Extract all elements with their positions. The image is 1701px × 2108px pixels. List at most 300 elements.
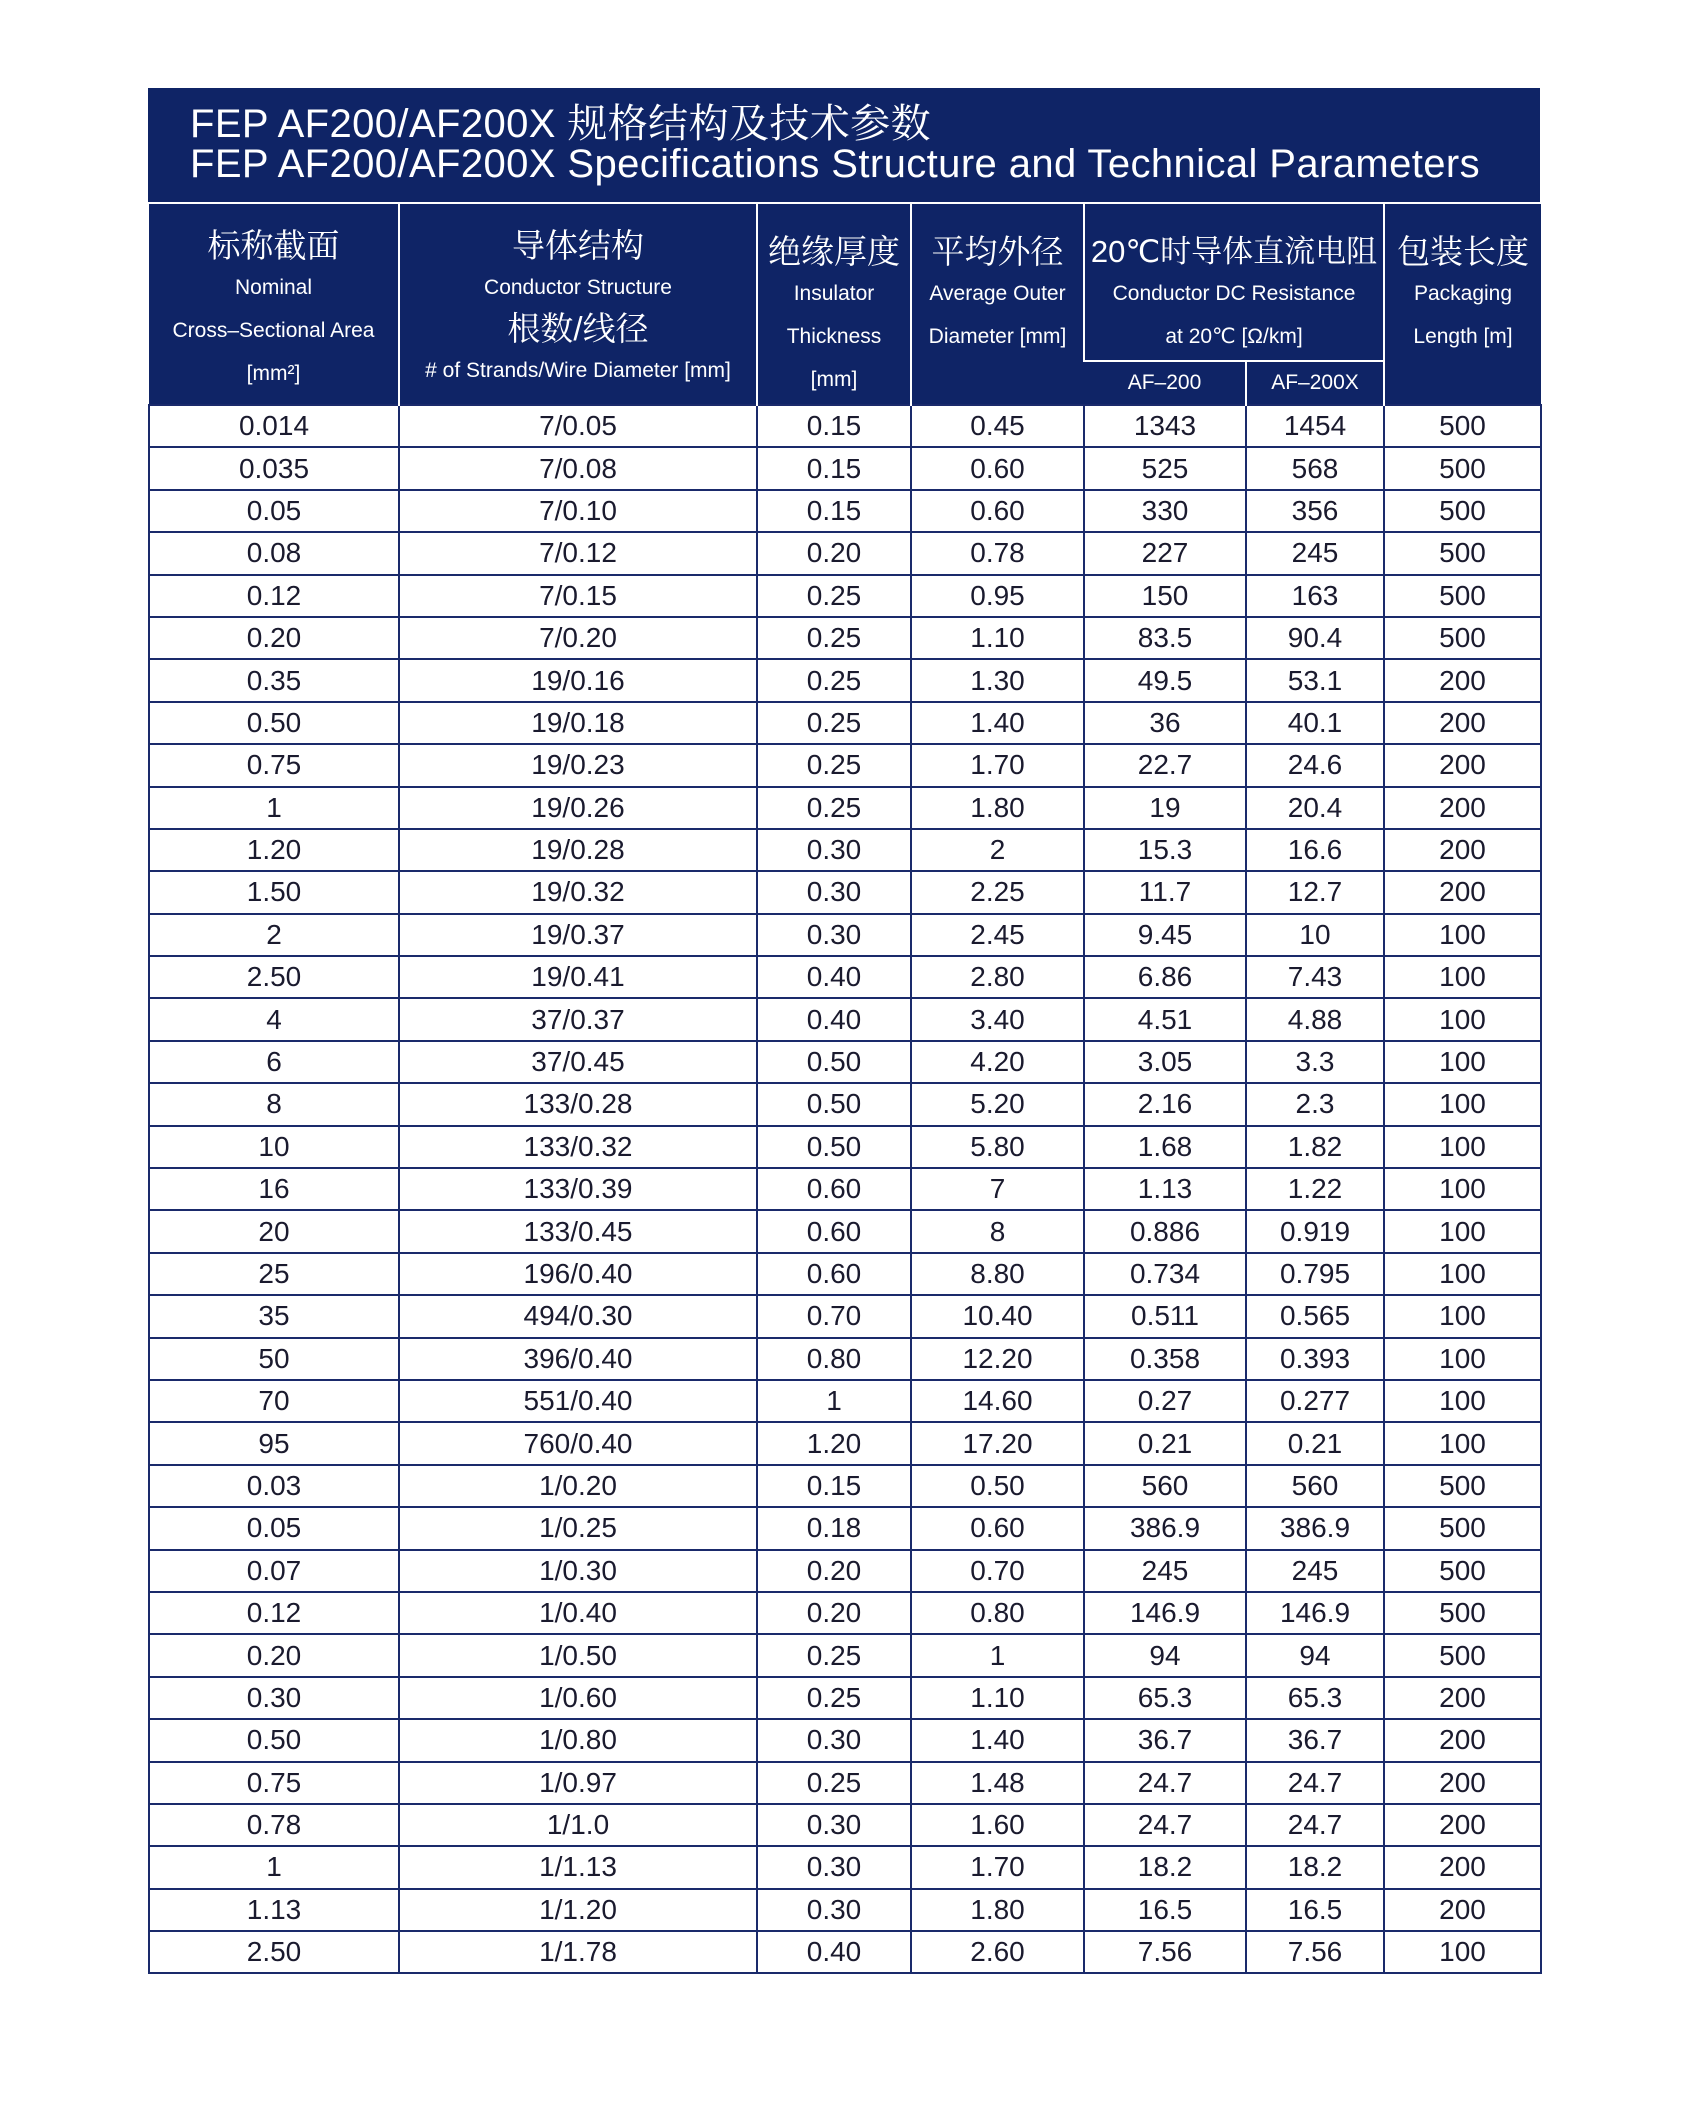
cell-insulation: 0.15 bbox=[757, 1465, 911, 1507]
cell-res-af200x: 18.2 bbox=[1246, 1846, 1384, 1888]
cell-area: 20 bbox=[149, 1210, 399, 1252]
cell-conductor: 1/0.97 bbox=[399, 1762, 757, 1804]
cell-res-af200: 0.21 bbox=[1084, 1422, 1246, 1464]
cell-insulation: 0.25 bbox=[757, 617, 911, 659]
cell-res-af200: 0.734 bbox=[1084, 1253, 1246, 1295]
cell-diameter: 1.60 bbox=[911, 1804, 1084, 1846]
cell-diameter: 1.40 bbox=[911, 1719, 1084, 1761]
cell-insulation: 0.30 bbox=[757, 914, 911, 956]
cell-area: 0.05 bbox=[149, 490, 399, 532]
table-row bbox=[149, 447, 1541, 489]
cell-insulation: 0.30 bbox=[757, 1889, 911, 1931]
cell-conductor: 551/0.40 bbox=[399, 1380, 757, 1422]
cell-diameter: 2.25 bbox=[911, 871, 1084, 913]
cell-diameter: 3.40 bbox=[911, 998, 1084, 1040]
cell-res-af200x: 40.1 bbox=[1246, 702, 1384, 744]
cell-res-af200x: 0.919 bbox=[1246, 1210, 1384, 1252]
cell-res-af200: 16.5 bbox=[1084, 1889, 1246, 1931]
cell-res-af200x: 10 bbox=[1246, 914, 1384, 956]
cell-res-af200: 386.9 bbox=[1084, 1507, 1246, 1549]
cell-insulation: 0.40 bbox=[757, 956, 911, 998]
cell-area: 2.50 bbox=[149, 1931, 399, 1973]
header-conductor-en3: # of Strands/Wire Diameter [mm] bbox=[425, 359, 731, 382]
table-row bbox=[149, 1253, 1541, 1295]
cell-insulation: 0.80 bbox=[757, 1338, 911, 1380]
cell-insulation: 0.15 bbox=[757, 490, 911, 532]
cell-packaging: 100 bbox=[1384, 914, 1541, 956]
cell-res-af200: 36.7 bbox=[1084, 1719, 1246, 1761]
cell-conductor: 1/1.78 bbox=[399, 1931, 757, 1973]
table-row bbox=[149, 1550, 1541, 1592]
cell-insulation: 0.15 bbox=[757, 447, 911, 489]
header-packaging-en2: Length [m] bbox=[1413, 325, 1513, 348]
cell-packaging: 100 bbox=[1384, 998, 1541, 1040]
cell-insulation: 0.50 bbox=[757, 1041, 911, 1083]
cell-area: 2 bbox=[149, 914, 399, 956]
cell-res-af200: 1343 bbox=[1084, 405, 1246, 447]
cell-res-af200: 227 bbox=[1084, 532, 1246, 574]
cell-conductor: 7/0.15 bbox=[399, 575, 757, 617]
cell-area: 1 bbox=[149, 1846, 399, 1888]
cell-diameter: 1.48 bbox=[911, 1762, 1084, 1804]
cell-conductor: 196/0.40 bbox=[399, 1253, 757, 1295]
cell-res-af200x: 94 bbox=[1246, 1634, 1384, 1676]
cell-res-af200: 19 bbox=[1084, 787, 1246, 829]
cell-res-af200x: 24.7 bbox=[1246, 1762, 1384, 1804]
cell-insulation: 1.20 bbox=[757, 1422, 911, 1464]
cell-diameter: 10.40 bbox=[911, 1295, 1084, 1337]
table-row bbox=[149, 702, 1541, 744]
cell-res-af200x: 386.9 bbox=[1246, 1507, 1384, 1549]
table-row bbox=[149, 998, 1541, 1040]
cell-insulation: 0.60 bbox=[757, 1168, 911, 1210]
cell-packaging: 200 bbox=[1384, 871, 1541, 913]
cell-res-af200x: 53.1 bbox=[1246, 659, 1384, 701]
cell-insulation: 0.30 bbox=[757, 1804, 911, 1846]
cell-res-af200x: 0.795 bbox=[1246, 1253, 1384, 1295]
header-resistance-en1: Conductor DC Resistance bbox=[1112, 282, 1356, 305]
cell-insulation: 0.20 bbox=[757, 1550, 911, 1592]
table-row bbox=[149, 1126, 1541, 1168]
cell-insulation: 0.15 bbox=[757, 405, 911, 447]
cell-area: 4 bbox=[149, 998, 399, 1040]
header-diameter bbox=[911, 203, 1084, 405]
cell-res-af200x: 3.3 bbox=[1246, 1041, 1384, 1083]
cell-packaging: 100 bbox=[1384, 1210, 1541, 1252]
cell-res-af200x: 1.82 bbox=[1246, 1126, 1384, 1168]
header-area-en2: Cross–Sectional Area bbox=[172, 319, 375, 342]
cell-area: 6 bbox=[149, 1041, 399, 1083]
cell-res-af200x: 146.9 bbox=[1246, 1592, 1384, 1634]
cell-area: 0.50 bbox=[149, 702, 399, 744]
cell-packaging: 500 bbox=[1384, 532, 1541, 574]
cell-packaging: 200 bbox=[1384, 1719, 1541, 1761]
cell-res-af200: 83.5 bbox=[1084, 617, 1246, 659]
table-row bbox=[149, 1931, 1541, 1973]
cell-diameter: 2.45 bbox=[911, 914, 1084, 956]
cell-diameter: 0.70 bbox=[911, 1550, 1084, 1592]
cell-diameter: 4.20 bbox=[911, 1041, 1084, 1083]
cell-area: 1 bbox=[149, 787, 399, 829]
header-area-en1: Nominal bbox=[234, 276, 313, 299]
table-row bbox=[149, 1422, 1541, 1464]
table-row bbox=[149, 1465, 1541, 1507]
cell-res-af200: 22.7 bbox=[1084, 744, 1246, 786]
cell-res-af200: 0.27 bbox=[1084, 1380, 1246, 1422]
cell-packaging: 100 bbox=[1384, 1931, 1541, 1973]
cell-conductor: 1/0.40 bbox=[399, 1592, 757, 1634]
cell-res-af200: 24.7 bbox=[1084, 1762, 1246, 1804]
cell-res-af200: 6.86 bbox=[1084, 956, 1246, 998]
header-resistance-cn: 20℃时导体直流电阻 bbox=[1090, 234, 1378, 269]
cell-packaging: 100 bbox=[1384, 956, 1541, 998]
cell-insulation: 0.50 bbox=[757, 1083, 911, 1125]
cell-packaging: 100 bbox=[1384, 1083, 1541, 1125]
title-chinese: FEP AF200/AF200X 规格结构及技术参数 bbox=[190, 102, 931, 146]
header-af200: AF–200 bbox=[1084, 361, 1246, 405]
cell-diameter: 1.80 bbox=[911, 787, 1084, 829]
table-row bbox=[149, 575, 1541, 617]
cell-diameter: 2.60 bbox=[911, 1931, 1084, 1973]
cell-insulation: 0.50 bbox=[757, 1126, 911, 1168]
header-conductor-cn2: 根数/线径 bbox=[507, 310, 649, 347]
cell-area: 0.08 bbox=[149, 532, 399, 574]
cell-packaging: 200 bbox=[1384, 659, 1541, 701]
cell-area: 0.05 bbox=[149, 1507, 399, 1549]
cell-area: 25 bbox=[149, 1253, 399, 1295]
cell-res-af200x: 245 bbox=[1246, 532, 1384, 574]
cell-diameter: 14.60 bbox=[911, 1380, 1084, 1422]
cell-diameter: 17.20 bbox=[911, 1422, 1084, 1464]
cell-insulation: 0.60 bbox=[757, 1253, 911, 1295]
cell-res-af200x: 2.3 bbox=[1246, 1083, 1384, 1125]
cell-packaging: 200 bbox=[1384, 1677, 1541, 1719]
table-row bbox=[149, 532, 1541, 574]
cell-area: 0.75 bbox=[149, 744, 399, 786]
table-row bbox=[149, 1762, 1541, 1804]
cell-area: 1.50 bbox=[149, 871, 399, 913]
header-packaging bbox=[1384, 203, 1541, 405]
spec-sheet bbox=[148, 88, 1540, 1974]
cell-res-af200: 49.5 bbox=[1084, 659, 1246, 701]
table-row bbox=[149, 617, 1541, 659]
header-diameter-en1: Average Outer bbox=[929, 282, 1066, 305]
cell-res-af200x: 90.4 bbox=[1246, 617, 1384, 659]
cell-res-af200: 7.56 bbox=[1084, 1931, 1246, 1973]
cell-res-af200x: 12.7 bbox=[1246, 871, 1384, 913]
cell-packaging: 200 bbox=[1384, 1762, 1541, 1804]
cell-conductor: 7/0.12 bbox=[399, 532, 757, 574]
cell-diameter: 1.40 bbox=[911, 702, 1084, 744]
cell-res-af200x: 4.88 bbox=[1246, 998, 1384, 1040]
table-row bbox=[149, 659, 1541, 701]
cell-res-af200: 11.7 bbox=[1084, 871, 1246, 913]
cell-packaging: 100 bbox=[1384, 1338, 1541, 1380]
cell-insulation: 0.25 bbox=[757, 1677, 911, 1719]
cell-res-af200x: 245 bbox=[1246, 1550, 1384, 1592]
cell-insulation: 0.20 bbox=[757, 532, 911, 574]
cell-packaging: 100 bbox=[1384, 1253, 1541, 1295]
cell-diameter: 5.80 bbox=[911, 1126, 1084, 1168]
cell-packaging: 100 bbox=[1384, 1041, 1541, 1083]
cell-conductor: 133/0.39 bbox=[399, 1168, 757, 1210]
cell-conductor: 7/0.05 bbox=[399, 405, 757, 447]
cell-conductor: 133/0.32 bbox=[399, 1126, 757, 1168]
cell-packaging: 200 bbox=[1384, 1804, 1541, 1846]
cell-diameter: 8.80 bbox=[911, 1253, 1084, 1295]
cell-conductor: 7/0.10 bbox=[399, 490, 757, 532]
table-row bbox=[149, 1846, 1541, 1888]
cell-res-af200: 65.3 bbox=[1084, 1677, 1246, 1719]
cell-insulation: 0.18 bbox=[757, 1507, 911, 1549]
header-conductor bbox=[399, 203, 757, 405]
table-row bbox=[149, 490, 1541, 532]
cell-res-af200: 150 bbox=[1084, 575, 1246, 617]
cell-conductor: 1/0.80 bbox=[399, 1719, 757, 1761]
cell-res-af200: 525 bbox=[1084, 447, 1246, 489]
cell-conductor: 1/0.50 bbox=[399, 1634, 757, 1676]
header-area-cn: 标称截面 bbox=[207, 227, 340, 264]
cell-conductor: 19/0.37 bbox=[399, 914, 757, 956]
cell-res-af200x: 24.6 bbox=[1246, 744, 1384, 786]
cell-conductor: 37/0.45 bbox=[399, 1041, 757, 1083]
header-diameter-en2: Diameter [mm] bbox=[928, 325, 1067, 348]
cell-conductor: 1/1.13 bbox=[399, 1846, 757, 1888]
cell-res-af200x: 7.56 bbox=[1246, 1931, 1384, 1973]
cell-diameter: 1.70 bbox=[911, 744, 1084, 786]
cell-insulation: 0.70 bbox=[757, 1295, 911, 1337]
cell-res-af200: 245 bbox=[1084, 1550, 1246, 1592]
cell-insulation: 1 bbox=[757, 1380, 911, 1422]
cell-diameter: 1.10 bbox=[911, 617, 1084, 659]
cell-res-af200x: 0.21 bbox=[1246, 1422, 1384, 1464]
cell-packaging: 100 bbox=[1384, 1422, 1541, 1464]
cell-diameter: 7 bbox=[911, 1168, 1084, 1210]
cell-diameter: 0.60 bbox=[911, 447, 1084, 489]
cell-area: 70 bbox=[149, 1380, 399, 1422]
header-diameter-cn: 平均外径 bbox=[931, 233, 1064, 270]
header-resistance-en2: at 20℃ [Ω/km] bbox=[1165, 325, 1303, 348]
cell-res-af200x: 163 bbox=[1246, 575, 1384, 617]
cell-conductor: 1/0.30 bbox=[399, 1550, 757, 1592]
cell-packaging: 500 bbox=[1384, 490, 1541, 532]
cell-res-af200: 9.45 bbox=[1084, 914, 1246, 956]
table-row bbox=[149, 1804, 1541, 1846]
cell-packaging: 100 bbox=[1384, 1168, 1541, 1210]
cell-conductor: 760/0.40 bbox=[399, 1422, 757, 1464]
header-insulation-cn: 绝缘厚度 bbox=[768, 233, 900, 270]
cell-packaging: 100 bbox=[1384, 1380, 1541, 1422]
cell-area: 0.35 bbox=[149, 659, 399, 701]
cell-res-af200x: 0.565 bbox=[1246, 1295, 1384, 1337]
cell-area: 1.20 bbox=[149, 829, 399, 871]
cell-packaging: 200 bbox=[1384, 1846, 1541, 1888]
cell-conductor: 19/0.18 bbox=[399, 702, 757, 744]
cell-insulation: 0.40 bbox=[757, 1931, 911, 1973]
cell-diameter: 12.20 bbox=[911, 1338, 1084, 1380]
table-row bbox=[149, 1168, 1541, 1210]
header-packaging-cn: 包装长度 bbox=[1397, 233, 1530, 270]
cell-res-af200: 15.3 bbox=[1084, 829, 1246, 871]
cell-res-af200x: 1454 bbox=[1246, 405, 1384, 447]
header-insulation-en3: [mm] bbox=[810, 368, 858, 391]
cell-conductor: 494/0.30 bbox=[399, 1295, 757, 1337]
cell-conductor: 19/0.16 bbox=[399, 659, 757, 701]
table-row bbox=[149, 871, 1541, 913]
cell-diameter: 2.80 bbox=[911, 956, 1084, 998]
table-row bbox=[149, 1634, 1541, 1676]
cell-diameter: 1 bbox=[911, 1634, 1084, 1676]
header-area-en3: [mm²] bbox=[246, 362, 301, 385]
cell-insulation: 0.25 bbox=[757, 1634, 911, 1676]
cell-packaging: 500 bbox=[1384, 1550, 1541, 1592]
header-insulation-en1: Insulator bbox=[793, 282, 875, 305]
cell-res-af200x: 16.6 bbox=[1246, 829, 1384, 871]
cell-res-af200: 4.51 bbox=[1084, 998, 1246, 1040]
cell-packaging: 500 bbox=[1384, 1592, 1541, 1634]
cell-res-af200x: 16.5 bbox=[1246, 1889, 1384, 1931]
table-row bbox=[149, 1295, 1541, 1337]
cell-diameter: 1.70 bbox=[911, 1846, 1084, 1888]
cell-res-af200x: 36.7 bbox=[1246, 1719, 1384, 1761]
cell-area: 0.12 bbox=[149, 1592, 399, 1634]
cell-insulation: 0.40 bbox=[757, 998, 911, 1040]
table-row bbox=[149, 787, 1541, 829]
table-row bbox=[149, 1889, 1541, 1931]
table-row bbox=[149, 1380, 1541, 1422]
cell-diameter: 5.20 bbox=[911, 1083, 1084, 1125]
cell-conductor: 19/0.26 bbox=[399, 787, 757, 829]
header-conductor-en1: Conductor Structure bbox=[484, 276, 672, 299]
cell-area: 0.20 bbox=[149, 1634, 399, 1676]
cell-conductor: 19/0.32 bbox=[399, 871, 757, 913]
cell-area: 0.035 bbox=[149, 447, 399, 489]
cell-diameter: 1.10 bbox=[911, 1677, 1084, 1719]
cell-res-af200x: 568 bbox=[1246, 447, 1384, 489]
cell-res-af200: 24.7 bbox=[1084, 1804, 1246, 1846]
table-row bbox=[149, 1719, 1541, 1761]
cell-insulation: 0.30 bbox=[757, 1846, 911, 1888]
cell-packaging: 500 bbox=[1384, 575, 1541, 617]
cell-diameter: 8 bbox=[911, 1210, 1084, 1252]
cell-packaging: 200 bbox=[1384, 744, 1541, 786]
cell-packaging: 200 bbox=[1384, 829, 1541, 871]
cell-area: 16 bbox=[149, 1168, 399, 1210]
cell-res-af200: 1.68 bbox=[1084, 1126, 1246, 1168]
table-row bbox=[149, 1210, 1541, 1252]
table-row bbox=[149, 1677, 1541, 1719]
cell-area: 0.20 bbox=[149, 617, 399, 659]
cell-conductor: 19/0.41 bbox=[399, 956, 757, 998]
cell-res-af200: 146.9 bbox=[1084, 1592, 1246, 1634]
cell-area: 0.75 bbox=[149, 1762, 399, 1804]
cell-res-af200: 0.358 bbox=[1084, 1338, 1246, 1380]
table-row bbox=[149, 829, 1541, 871]
table-header bbox=[149, 203, 1541, 405]
table-row bbox=[149, 1083, 1541, 1125]
cell-area: 95 bbox=[149, 1422, 399, 1464]
cell-conductor: 7/0.08 bbox=[399, 447, 757, 489]
cell-diameter: 0.50 bbox=[911, 1465, 1084, 1507]
header-insulation-en2: Thickness bbox=[786, 325, 882, 348]
cell-area: 0.07 bbox=[149, 1550, 399, 1592]
cell-conductor: 37/0.37 bbox=[399, 998, 757, 1040]
cell-conductor: 1/0.20 bbox=[399, 1465, 757, 1507]
cell-area: 8 bbox=[149, 1083, 399, 1125]
cell-conductor: 1/1.0 bbox=[399, 1804, 757, 1846]
cell-area: 2.50 bbox=[149, 956, 399, 998]
cell-diameter: 0.95 bbox=[911, 575, 1084, 617]
cell-diameter: 2 bbox=[911, 829, 1084, 871]
cell-insulation: 0.60 bbox=[757, 1210, 911, 1252]
cell-insulation: 0.20 bbox=[757, 1592, 911, 1634]
cell-res-af200: 3.05 bbox=[1084, 1041, 1246, 1083]
cell-diameter: 0.45 bbox=[911, 405, 1084, 447]
cell-packaging: 500 bbox=[1384, 447, 1541, 489]
cell-conductor: 133/0.45 bbox=[399, 1210, 757, 1252]
cell-packaging: 200 bbox=[1384, 1889, 1541, 1931]
cell-packaging: 500 bbox=[1384, 1465, 1541, 1507]
cell-res-af200x: 20.4 bbox=[1246, 787, 1384, 829]
cell-insulation: 0.25 bbox=[757, 787, 911, 829]
cell-insulation: 0.25 bbox=[757, 1762, 911, 1804]
cell-conductor: 133/0.28 bbox=[399, 1083, 757, 1125]
table-row bbox=[149, 744, 1541, 786]
table-row bbox=[149, 405, 1541, 447]
cell-res-af200: 1.13 bbox=[1084, 1168, 1246, 1210]
cell-diameter: 1.80 bbox=[911, 1889, 1084, 1931]
cell-res-af200: 330 bbox=[1084, 490, 1246, 532]
cell-area: 0.014 bbox=[149, 405, 399, 447]
cell-res-af200: 0.511 bbox=[1084, 1295, 1246, 1337]
title-band bbox=[148, 88, 1540, 202]
cell-res-af200x: 356 bbox=[1246, 490, 1384, 532]
cell-conductor: 1/0.25 bbox=[399, 1507, 757, 1549]
table-row bbox=[149, 956, 1541, 998]
cell-area: 0.12 bbox=[149, 575, 399, 617]
cell-res-af200x: 7.43 bbox=[1246, 956, 1384, 998]
table-row bbox=[149, 1507, 1541, 1549]
cell-area: 0.50 bbox=[149, 1719, 399, 1761]
cell-conductor: 396/0.40 bbox=[399, 1338, 757, 1380]
table-row bbox=[149, 1338, 1541, 1380]
title-english: FEP AF200/AF200X Specifications Structure and Technical Parameters bbox=[190, 142, 1481, 186]
spec-table bbox=[148, 202, 1542, 1974]
header-resistance bbox=[1084, 203, 1384, 361]
cell-packaging: 200 bbox=[1384, 787, 1541, 829]
cell-diameter: 0.80 bbox=[911, 1592, 1084, 1634]
header-af200x: AF–200X bbox=[1246, 361, 1384, 405]
cell-res-af200x: 560 bbox=[1246, 1465, 1384, 1507]
cell-packaging: 100 bbox=[1384, 1126, 1541, 1168]
cell-res-af200: 94 bbox=[1084, 1634, 1246, 1676]
header-packaging-en1: Packaging bbox=[1413, 282, 1513, 305]
cell-area: 1.13 bbox=[149, 1889, 399, 1931]
table-row bbox=[149, 914, 1541, 956]
cell-diameter: 0.78 bbox=[911, 532, 1084, 574]
cell-diameter: 0.60 bbox=[911, 1507, 1084, 1549]
cell-insulation: 0.25 bbox=[757, 744, 911, 786]
cell-conductor: 1/1.20 bbox=[399, 1889, 757, 1931]
cell-conductor: 19/0.23 bbox=[399, 744, 757, 786]
cell-insulation: 0.30 bbox=[757, 829, 911, 871]
cell-res-af200x: 24.7 bbox=[1246, 1804, 1384, 1846]
cell-res-af200: 36 bbox=[1084, 702, 1246, 744]
cell-insulation: 0.30 bbox=[757, 1719, 911, 1761]
header-area bbox=[149, 203, 399, 405]
table-body bbox=[149, 405, 1541, 1973]
cell-res-af200x: 1.22 bbox=[1246, 1168, 1384, 1210]
